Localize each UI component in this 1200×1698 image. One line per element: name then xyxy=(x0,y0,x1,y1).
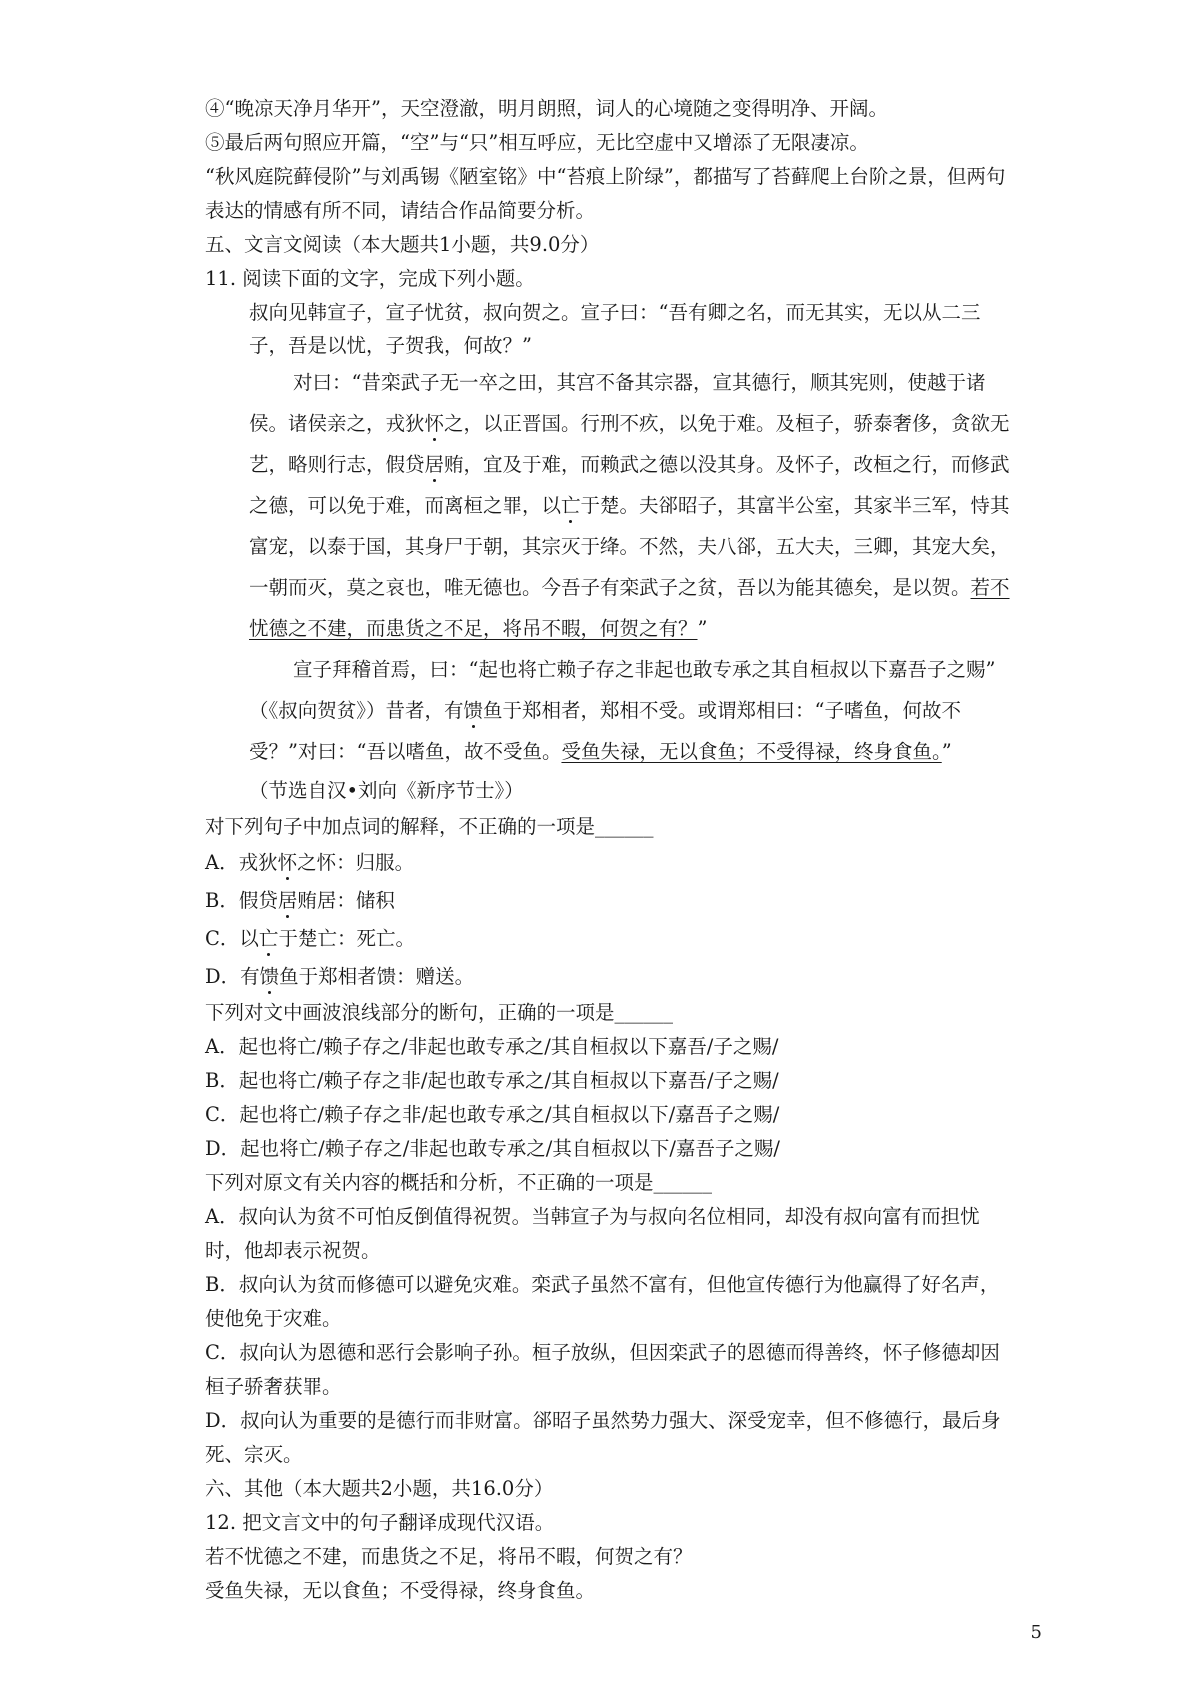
subquestion-c-option-b: B．叔向认为贫而修德可以避免灾难。栾武子虽然不富有，但他宣传德行为他赢得了好名声，使他免于灾难。 xyxy=(205,1273,1000,1330)
underlined-sentence-1: 若不忧德之不建，而患货之不足，将吊不暇，何贺之有？ xyxy=(249,576,1010,640)
subquestion-b-stem: 下列对文中画波浪线部分的断句，正确的一项是______ xyxy=(205,1001,674,1024)
subquestion-b-option-a: A．起也将亡/赖子存之/非起也敢专承之/其自桓叔以下嘉吾/子之赐/ xyxy=(205,1035,779,1058)
subquestion-c-option-d: D．叔向认为重要的是德行而非财富。郤昭子虽然势力强大、深受宠幸，但不修德行，最后身死、宗灭。 xyxy=(205,1409,1001,1466)
underlined-sentence-2: 受鱼失禄，无以食鱼；不受得禄，终身食鱼。 xyxy=(561,740,942,763)
translate-sentence-1: 若不忧德之不建，而患货之不足，将吊不暇，何贺之有？ xyxy=(205,1545,693,1568)
dotted-word-huai: 怀 xyxy=(424,412,445,435)
subquestion-a-option-a: A．戎狄怀之怀：归服。 xyxy=(205,851,415,874)
subquestion-a-option-b: B．假贷居贿居：储积 xyxy=(205,889,395,912)
subquestion-a-stem: 对下列句子中加点词的解释，不正确的一项是______ xyxy=(205,815,654,838)
source-note: （节选自汉•刘向《新序节士》） xyxy=(249,779,524,802)
passage-paragraph-3: 宣子拜稽首焉，曰：“起也将亡赖子存之非起也敢专承之其自桓叔以下嘉吾子之赐” xyxy=(293,658,996,681)
question-12-title: 12. 把文言文中的句子翻译成现代汉语。 xyxy=(205,1511,555,1534)
analysis-line-5: ⑤最后两句照应开篇，“空”与“只”相互呼应，无比空虚中又增添了无限凄凉。 xyxy=(205,131,869,154)
translate-sentence-2: 受鱼失禄，无以食鱼；不受得禄，终身食鱼。 xyxy=(205,1579,596,1602)
poem-question: “秋风庭院藓侵阶”与刘禹锡《陋室铭》中“苔痕上阶绿”，都描写了苔藓爬上台阶之景，但两句表达的情感有所不同，请结合作品简要分析。 xyxy=(205,165,1006,222)
section-5-title: 五、文言文阅读（本大题共1小题，共9.0分） xyxy=(205,233,600,256)
document-page xyxy=(205,92,1013,1608)
dotted-word-ju: 居 xyxy=(424,453,445,476)
analysis-line-4: ④“晚凉天净月华开”，天空澄澈，明月朗照，词人的心境随之变得明净、开阔。 xyxy=(205,97,888,120)
subquestion-a-option-c: C．以亡于楚亡：死亡。 xyxy=(205,927,415,950)
passage-paragraph-4: （《叔向贺贫》）昔者，有馈鱼于郑相者，郑相不受。或谓郑相曰：“子嗜鱼，何故不受？”对曰：“吾以嗜鱼，故不受鱼。受鱼失禄，无以食鱼；不受得禄，终身食鱼。” xyxy=(249,699,962,763)
subquestion-c-option-c: C．叔向认为恩德和恶行会影响子孙。桓子放纵，但因栾武子的恩德而得善终，怀子修德却因桓子骄奢获罪。 xyxy=(205,1341,1000,1398)
passage-paragraph-2: 对曰：“昔栾武子无一卒之田，其宫不备其宗器，宣其德行，顺其宪则，使越于诸侯。诸侯亲之，戎狄怀之，以正晋国。行刑不疚，以免于难。及桓子，骄泰奢侈，贪欲无艺，略则行志，假贷居贿，宜及于难，而赖武之德以没其身。及怀子，改桓之行，而修武之德，可以免于难，而离桓之罪，以亡于楚。夫郤昭子，其富半公室，其家半三军，恃其富宠，以泰于国，其身尸于朝，其宗灭于绛。不然，夫八郤，五大夫，三卿，其宠大矣，一朝而灭，莫之哀也，唯无德也。今吾子有栾武子之贫，吾以为能其德矣，是以贺。若不忧德之不建，而患货之不足，将吊不暇，何贺之有？” xyxy=(249,371,1010,640)
subquestion-a-option-d: D．有馈鱼于郑相者馈：赠送。 xyxy=(205,965,475,988)
classical-passage xyxy=(205,296,1013,772)
question-11-title: 11. 阅读下面的文字，完成下列小题。 xyxy=(205,267,535,290)
subquestion-b-option-d: D．起也将亡/赖子存之/非起也敢专承之/其自桓叔以下/嘉吾子之赐/ xyxy=(205,1137,780,1160)
passage-paragraph-1: 叔向见韩宣子，宣子忧贫，叔向贺之。宣子曰：“吾有卿之名，而无其实，无以从二三子，吾是以忧，子贺我，何故？” xyxy=(249,301,981,357)
section-6-title: 六、其他（本大题共2小题，共16.0分） xyxy=(205,1477,554,1500)
subquestion-c-option-a: A．叔向认为贫不可怕反倒值得祝贺。当韩宣子为与叔向名位相同，却没有叔向富有而担忧时，他却表示祝贺。 xyxy=(205,1205,980,1262)
subquestion-b-option-b: B．起也将亡/赖子存之非/起也敢专承之/其自桓叔以下嘉吾/子之赐/ xyxy=(205,1069,779,1092)
dotted-word-kui: 馈 xyxy=(463,699,484,722)
page-number: 5 xyxy=(1030,1622,1042,1643)
dotted-word-wang: 亡 xyxy=(561,494,581,517)
subquestion-b-option-c: C．起也将亡/赖子存之非/起也敢专承之/其自桓叔以下/嘉吾子之赐/ xyxy=(205,1103,780,1126)
subquestion-c-stem: 下列对原文有关内容的概括和分析，不正确的一项是______ xyxy=(205,1171,713,1194)
